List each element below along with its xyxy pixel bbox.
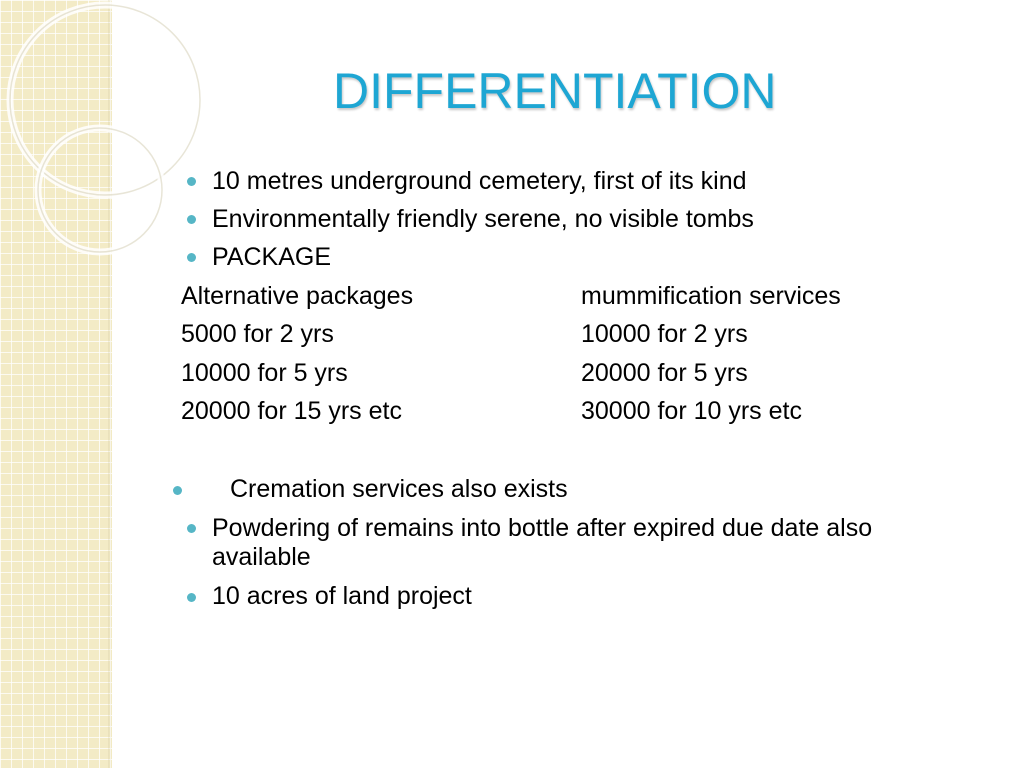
package-row-left: 5000 for 2 yrs [181, 320, 334, 348]
bullet-text-powdering: Powdering of remains into bottle after expired due date also [212, 514, 873, 542]
bullet-text-powdering-continued: available [212, 543, 311, 571]
slide-title: DIFFERENTIATION [333, 63, 777, 119]
bullet-text-package: PACKAGE [212, 243, 332, 271]
bullet-dot-icon [187, 524, 196, 533]
bullet-text-cemetery: 10 metres underground cemetery, first of its kind [212, 167, 747, 195]
bullet-text-cremation: Cremation services also exists [230, 475, 568, 503]
package-row-right: 10000 for 2 yrs [581, 320, 748, 348]
package-row-left: 20000 for 15 yrs etc [181, 397, 402, 425]
package-row-left: 10000 for 5 yrs [181, 359, 348, 387]
package-row-right: 20000 for 5 yrs [581, 359, 748, 387]
package-header-alternative: Alternative packages [181, 282, 414, 310]
package-row-right: 30000 for 10 yrs etc [581, 397, 802, 425]
bullet-dot-icon [187, 253, 196, 262]
bullet-dot-icon [187, 177, 196, 186]
decorative-rings-icon [0, 0, 140, 260]
bullet-dot-icon [187, 215, 196, 224]
bullet-text-environment: Environmentally friendly serene, no visible tombs [212, 205, 754, 233]
bullet-dot-icon [173, 486, 182, 495]
bullet-text-land: 10 acres of land project [212, 582, 472, 610]
package-header-mummification: mummification services [581, 282, 841, 310]
bullet-dot-icon [187, 593, 196, 602]
